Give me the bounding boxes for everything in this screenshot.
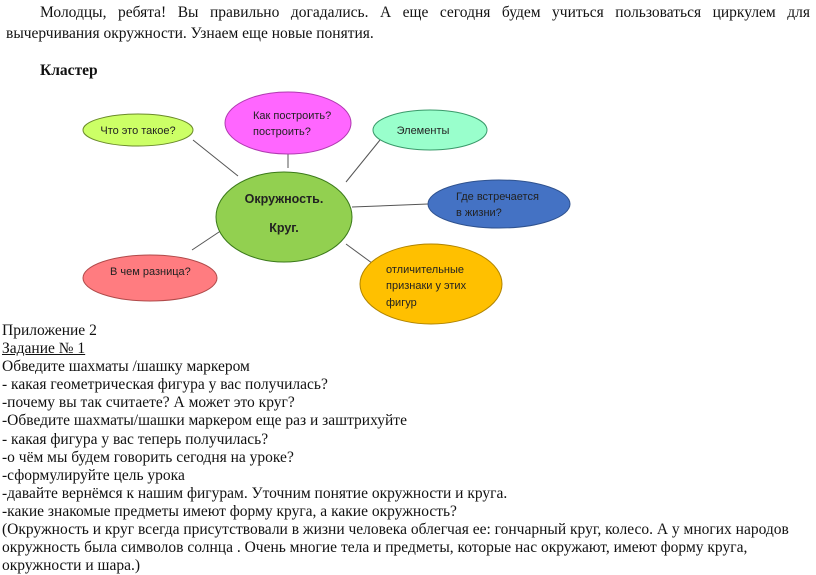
task-line: -давайте вернёмся к нашим фигурам. Уточним понятие окружности и круга.	[2, 484, 508, 502]
connector-what	[193, 140, 238, 176]
center-bubble	[216, 172, 352, 262]
task-line: -какие знакомые предметы имеют форму круга, а какие окружность?	[2, 502, 457, 520]
appendix-label: Приложение 2	[2, 322, 97, 339]
bubble-features-label-line3: фигур	[386, 297, 417, 309]
bubble-how-label-line2: построить?	[253, 126, 311, 138]
bubble-how-label-line1: Как построить?	[253, 110, 332, 122]
connector-elements	[346, 140, 380, 182]
center-label-line2: Круг.	[269, 221, 299, 235]
bubble-what-label: Что это такое?	[100, 125, 176, 137]
task-line: окружность была символов солнца . Очень многие тела и предметы, которые нас окружают, имеют форму круга,	[2, 539, 748, 557]
bubble-features-label-line2: признаки у этих	[386, 280, 467, 292]
task-line: -о чём мы будем говорить сегодня на уроке?	[2, 448, 294, 466]
connector-difference	[192, 230, 222, 250]
intro-paragraph: Молодцы, ребята! Вы правильно догадались. А еще сегодня будем учиться пользоваться циркулем для вычерчивания окружности. Узнаем еще новые понятия.	[6, 4, 810, 42]
task-line: (Окружность и круг всегда присутствовали в жизни человека облегчая ее: гончарный круг, колесо. А у многих народов	[2, 521, 789, 539]
bubble-features-label-line1: отличительные	[386, 264, 465, 276]
task-line: Обведите шахматы /шашку маркером	[2, 358, 250, 376]
task-line: - какая фигура у вас теперь получилась?	[2, 430, 269, 448]
bubble-difference-label: В чем разница?	[110, 266, 191, 278]
bubble-elements-label: Элементы	[396, 125, 450, 137]
bubble-difference	[83, 255, 217, 301]
task-section	[2, 322, 814, 575]
center-label-line1: Окружность.	[244, 192, 324, 206]
task-line: -почему вы так считаете? А может это круг?	[2, 394, 295, 412]
cluster-heading: Кластер	[40, 62, 98, 79]
connector-where	[352, 204, 428, 207]
task-line: окружности и шара.)	[2, 557, 140, 575]
bubble-how	[225, 92, 351, 154]
bubble-where-label-line1: Где встречается	[456, 191, 539, 203]
bubble-where	[428, 180, 570, 228]
task-line: -Обведите шахматы/шашки маркером еще раз и заштрихуйте	[2, 412, 407, 430]
task-title: Задание № 1	[2, 340, 86, 358]
task-line: -сформулируйте цель урока	[2, 466, 185, 484]
task-line: - какая геометрическая фигура у вас получилась?	[2, 376, 328, 394]
bubble-where-label-line2: в жизни?	[456, 207, 502, 219]
